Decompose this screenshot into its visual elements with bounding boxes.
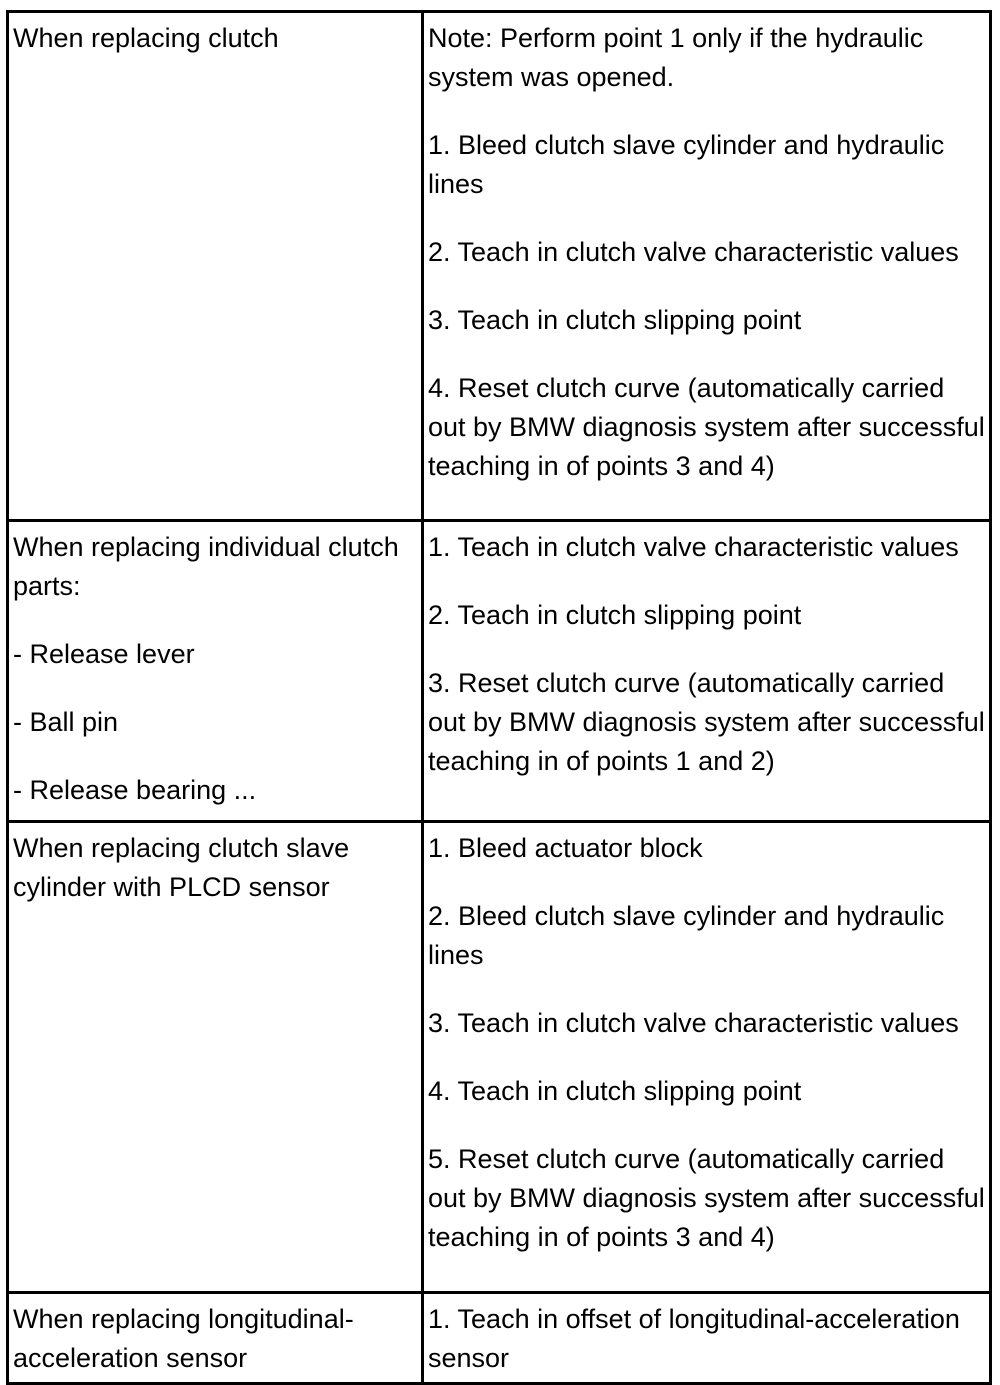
step-item: 2. Teach in clutch slipping point: [428, 600, 802, 630]
part-item: - Release bearing ...: [13, 775, 257, 805]
step-item: 4. Reset clutch curve (automatically carried out by BMW diagnosis system after successful teaching in of points 3 and 4): [428, 373, 985, 481]
step-item: 1. Teach in offset of longitudinal-acceleration sensor: [428, 1304, 960, 1373]
condition-cell: [8, 1293, 423, 1384]
condition-text: When replacing clutch slave cylinder with PLCD sensor: [13, 833, 350, 902]
step-item: 5. Reset clutch curve (automatically carried out by BMW diagnosis system after successful teaching in of points 3 and 4): [428, 1144, 985, 1252]
condition-cell: [8, 521, 423, 822]
step-item: 2. Bleed clutch slave cylinder and hydraulic lines: [428, 901, 945, 970]
step-item: 4. Teach in clutch slipping point: [428, 1076, 802, 1106]
procedure-table: [6, 10, 992, 1385]
steps-cell: [423, 12, 991, 521]
step-item: 1. Bleed actuator block: [428, 833, 703, 863]
table-row: [8, 12, 991, 521]
steps-cell: [423, 521, 991, 822]
step-item: 3. Teach in clutch slipping point: [428, 305, 802, 335]
table-row: [8, 521, 991, 822]
condition-cell: [8, 12, 423, 521]
part-item: - Ball pin: [13, 707, 119, 737]
note-text: Note: Perform point 1 only if the hydraulic system was opened.: [428, 23, 924, 92]
steps-cell: [423, 822, 991, 1293]
part-item: - Release lever: [13, 639, 195, 669]
step-item: 1. Teach in clutch valve characteristic values: [428, 532, 959, 562]
step-item: 1. Bleed clutch slave cylinder and hydraulic lines: [428, 130, 945, 199]
step-item: 2. Teach in clutch valve characteristic values: [428, 237, 959, 267]
condition-cell: [8, 822, 423, 1293]
condition-text: When replacing longitudinal-acceleration sensor: [13, 1304, 354, 1373]
condition-text: When replacing individual clutch parts:: [13, 532, 399, 601]
step-item: 3. Teach in clutch valve characteristic values: [428, 1008, 959, 1038]
steps-cell: [423, 1293, 991, 1384]
table-row: [8, 1293, 991, 1384]
condition-text: When replacing clutch: [13, 23, 279, 53]
step-item: 3. Reset clutch curve (automatically carried out by BMW diagnosis system after successful teaching in of points 1 and 2): [428, 668, 985, 776]
table-row: [8, 822, 991, 1293]
